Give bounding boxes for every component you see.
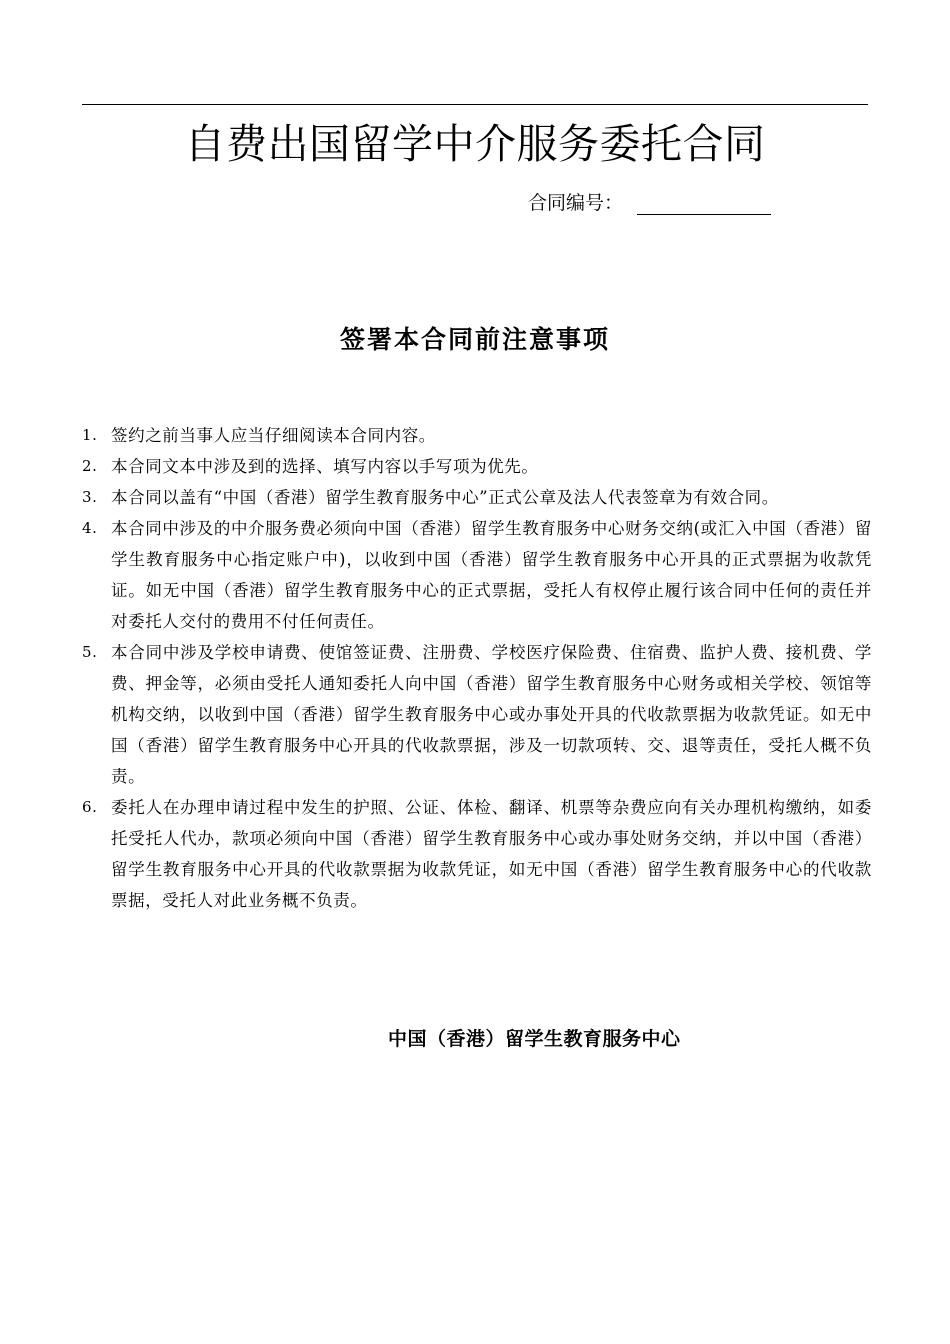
note-item	[82, 420, 872, 451]
note-number: 2.	[82, 457, 98, 475]
note-item	[82, 513, 872, 637]
contract-number-blank[interactable]	[637, 192, 771, 215]
notes-list	[82, 420, 872, 916]
contract-number-label: 合同编号：	[528, 192, 624, 214]
note-item	[82, 637, 872, 792]
note-item	[82, 451, 872, 482]
issuing-organization: 中国（香港）留学生教育服务中心	[388, 1028, 681, 1050]
note-text: 本合同以盖有“中国（香港）留学生教育服务中心”正式公章及法人代表签章为有效合同。	[111, 488, 779, 507]
note-item	[82, 792, 872, 916]
note-item	[82, 482, 872, 513]
top-rule	[82, 104, 868, 105]
note-text: 本合同中涉及学校申请费、使馆签证费、注册费、学校医疗保险费、住宿费、监护人费、接机费、学费、押金等，必须由受托人通知委托人向中国（香港）留学生教育服务中心财务或相关学校、领馆等机构交纳，以收到中国（香港）留学生教育服务中心或办事处开具的代收款票据为收款凭证。如无中国（香港）留学生教育服务中心开具的代收款票据，涉及一切款项转、交、退等责任，受托人概不负责。	[111, 643, 872, 786]
note-text: 委托人在办理申请过程中发生的护照、公证、体检、翻译、机票等杂费应向有关办理机构缴纳，如委托受托人代办，款项必须向中国（香港）留学生教育服务中心或办事处财务交纳，并以中国（香港）留学生教育服务中心开具的代收款票据为收款凭证，如无中国（香港）留学生教育服务中心的代收款票据，受托人对此业务概不负责。	[111, 798, 872, 910]
note-number: 5.	[82, 643, 98, 661]
section-heading: 签署本合同前注意事项	[339, 325, 610, 354]
note-number: 6.	[82, 798, 98, 816]
note-number: 4.	[82, 519, 98, 537]
note-text: 本合同文本中涉及到的选择、填写内容以手写项为优先。	[111, 457, 539, 476]
note-text: 本合同中涉及的中介服务费必须向中国（香港）留学生教育服务中心财务交纳(或汇入中国（香港）留学生教育服务中心指定账户中)，以收到中国（香港）留学生教育服务中心开具的正式票据为收款凭证。如无中国（香港）留学生教育服务中心的正式票据，受托人有权停止履行该合同中任何的责任并对委托人交付的费用不付任何责任。	[111, 519, 872, 631]
note-text: 签约之前当事人应当仔细阅读本合同内容。	[111, 426, 436, 445]
note-number: 3.	[82, 488, 98, 506]
note-number: 1.	[82, 426, 98, 444]
contract-number	[528, 188, 771, 218]
document-title: 自费出国留学中介服务委托合同	[184, 120, 766, 168]
